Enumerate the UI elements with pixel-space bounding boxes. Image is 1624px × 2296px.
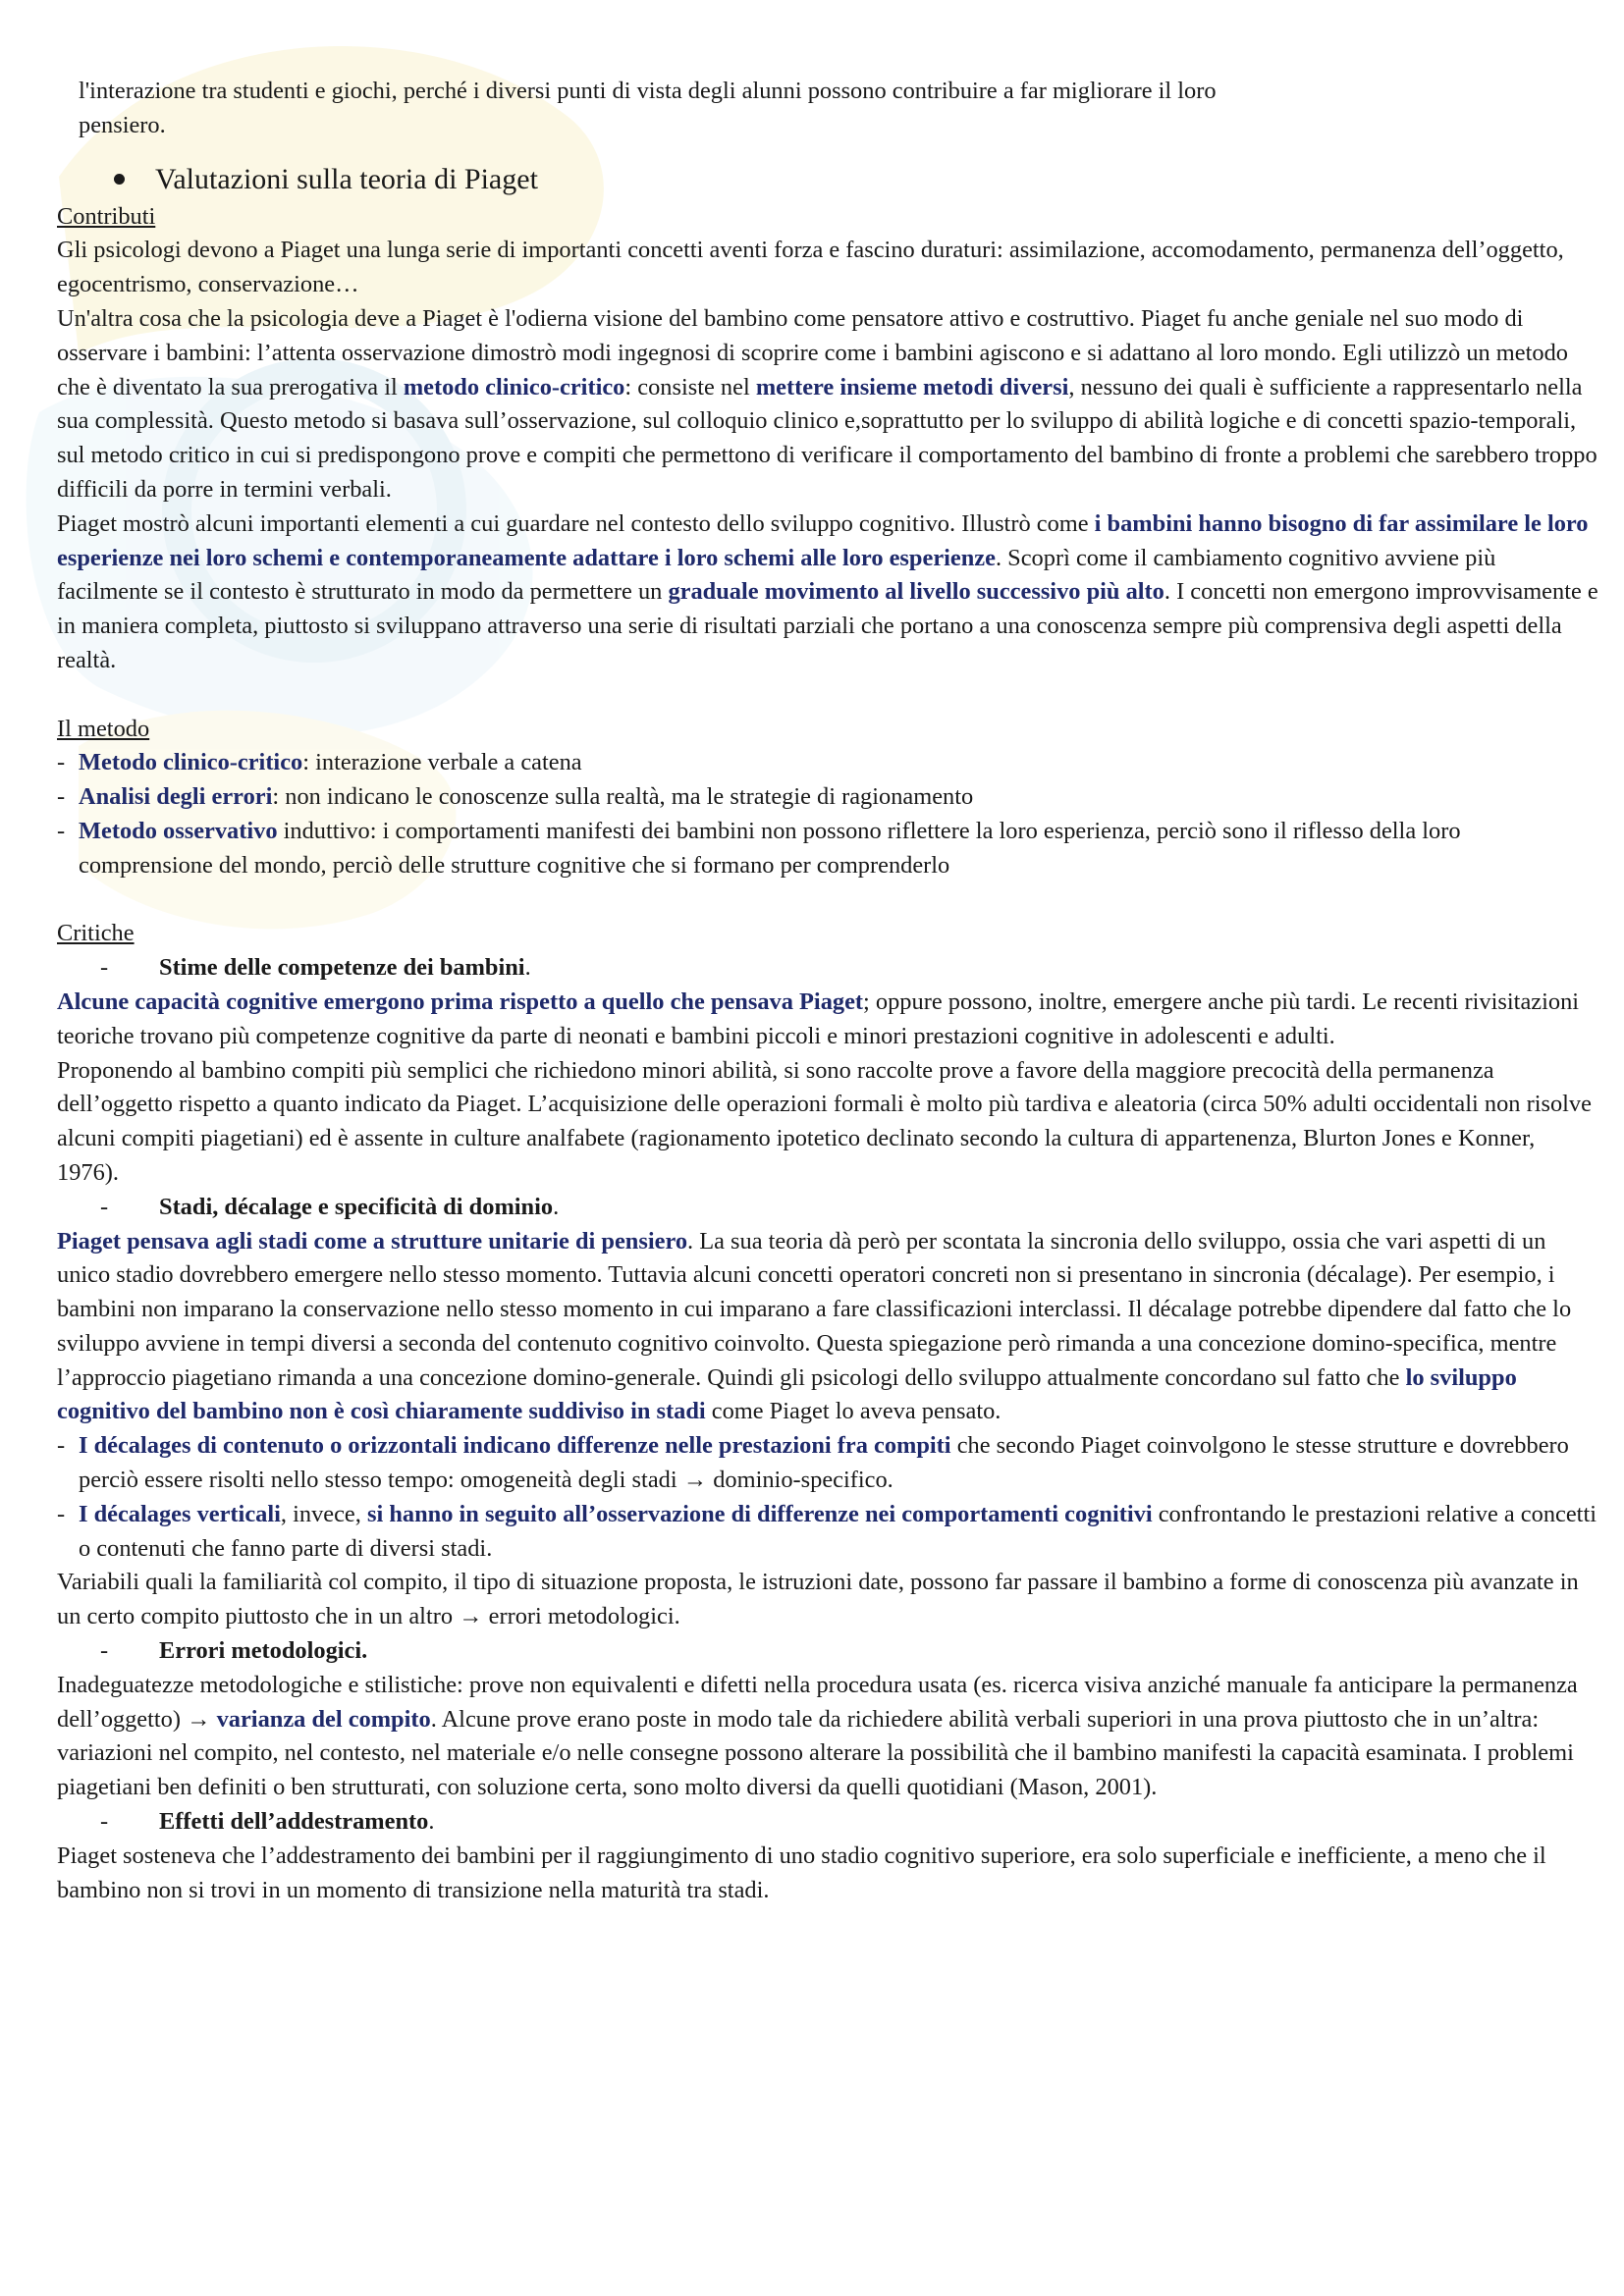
contributi-paragraph-2	[57, 302, 1598, 507]
highlight-text: lo sviluppo cognitivo del bambino non è così chiaramente suddiviso in stadi	[57, 1363, 1517, 1425]
section-title	[57, 159, 1598, 200]
critiche-sub-3-title	[57, 1634, 1598, 1669]
dash-marker: -	[57, 817, 66, 844]
highlight-text: I décalages verticali	[79, 1500, 281, 1527]
critiche-s3-paragraph	[57, 1669, 1598, 1805]
critiche-s1-paragraph-1	[57, 986, 1598, 1054]
section-title-text: Valutazioni sulla teoria di Piaget	[155, 162, 538, 195]
highlight-text: si hanno in seguito all’osservazione di differenze nei comportamenti cognitivi	[366, 1500, 1153, 1527]
text-run: che secondo Piaget coinvolgono le stesse strutture e dovrebbero perciò essere risolti nello stesso tempo: omogeneità degli stadi → dominio-specifico.	[79, 1432, 1569, 1494]
text-run: Piaget mostrò alcuni importanti elementi a cui guardare nel contesto dello sviluppo cognitivo. Illustrò come	[57, 509, 1095, 537]
intro-line-2: pensiero.	[79, 111, 166, 138]
highlight-text: Metodo osservativo	[79, 817, 278, 844]
text-run: . Alcune prove erano poste in modo tale da richiedere abilità verbali superiori in una prova piuttosto che in un’altra: variazioni nel compito, nel contesto, nel materiale e/o nelle consegne possono alterare la possibilità che il bambino manifesti la capacità esaminata. I problemi piagetiani ben definiti o ben strutturati, con soluzione certa, sono molto diversi da quelli quotidiani (Mason, 2001).	[57, 1705, 1574, 1801]
text-run: .	[524, 954, 531, 982]
text-run: , invece,	[280, 1500, 367, 1527]
highlight-text: graduale movimento al livello successivo più alto	[668, 578, 1164, 606]
metodo-heading: Il metodo	[57, 715, 150, 742]
sub-title-text: Errori metodologici.	[159, 1637, 368, 1665]
contributi-paragraph-3	[57, 507, 1598, 678]
metodo-item-2	[57, 780, 1598, 815]
intro-paragraph	[57, 75, 1598, 143]
bullet-icon	[114, 174, 125, 185]
critiche-sub-1-title	[57, 951, 1598, 986]
highlight-text: mettere insieme metodi diversi	[755, 373, 1069, 400]
contributi-paragraph-1: Gli psicologi devono a Piaget una lunga serie di importanti concetti aventi forza e fascino duraturi: assimilazione, accomodamento, permanenza dell’oggetto, egocentrismo, conservazione…	[57, 237, 1564, 298]
dash-marker: -	[100, 954, 109, 982]
dash-marker: -	[57, 783, 66, 811]
dash-marker: -	[100, 1808, 109, 1836]
highlight-text: Alcune capacità cognitive emergono prima rispetto a quello che pensava Piaget	[57, 988, 864, 1015]
text-run: Inadeguatezze metodologiche e stilistiche: prove non equivalenti e difetti nella procedura usata (es. ricerca visiva anziché manuale fa anticipare la permanenza dell’oggetto) →	[57, 1671, 1578, 1733]
highlight-text: Metodo clinico-critico	[79, 749, 303, 776]
critiche-s4-paragraph: Piaget sosteneva che l’addestramento dei bambini per il raggiungimento di uno stadio cognitivo superiore, era solo superficiale e inefficiente, a meno che il bambino non si trovi in un momento di transizione nella maturità tra stadi.	[57, 1842, 1546, 1903]
metodo-item-3	[57, 815, 1598, 883]
highlight-text: varianza del compito	[216, 1705, 431, 1733]
text-run: confrontando le prestazioni relative a concetti o contenuti che fanno parte di diversi stadi.	[79, 1500, 1597, 1562]
critiche-s2-paragraph-2: Variabili quali la familiarità col compito, il tipo di situazione proposta, le istruzioni date, possono far passare il bambino a forme di conoscenza più avanzate in un certo compito piuttosto che in un altro → errori metodologici.	[57, 1569, 1579, 1630]
text-run: .	[553, 1193, 560, 1220]
contributi-heading: Contributi	[57, 202, 156, 230]
critiche-s2-item-2	[57, 1498, 1598, 1567]
critiche-s2-paragraph-1	[57, 1225, 1598, 1430]
text-run: .	[428, 1808, 435, 1836]
text-run: , nessuno dei quali è sufficiente a rappresentarlo nella sua complessità. Questo metodo si basava sull’osservazione, sul colloquio clinico e,soprattutto per lo sviluppo di abilità logiche e di concetti spazio-temporali, sul metodo critico in cui si predispongono prove e compiti che permettono di verificare il comportamento del bambino di fronte a problemi che sarebbero troppo difficili da porre in termini verbali.	[57, 373, 1597, 503]
highlight-text: i bambini hanno bisogno di far assimilare le loro esperienze nei loro schemi e contemporaneamente adattare i loro schemi alle loro esperienze	[57, 509, 1589, 571]
text-run: induttivo: i comportamenti manifesti dei bambini non possono riflettere la loro esperienza, perciò sono il riflesso della loro comprensione del mondo, perciò delle strutture cognitive che si formano per comprenderlo	[79, 817, 1461, 879]
text-run: : interazione verbale a catena	[302, 749, 582, 776]
metodo-item-1	[57, 746, 1598, 780]
highlight-text: Piaget pensava agli stadi come a strutture unitarie di pensiero	[57, 1227, 688, 1255]
sub-title-text: Stime delle competenze dei bambini	[159, 954, 525, 982]
text-run: come Piaget lo aveva pensato.	[705, 1398, 1001, 1425]
text-run: : non indicano le conoscenze sulla realtà, ma le strategie di ragionamento	[272, 783, 974, 811]
sub-title-text: Effetti dell’addestramento	[159, 1808, 429, 1836]
dash-marker: -	[100, 1637, 109, 1665]
critiche-sub-4-title	[57, 1805, 1598, 1840]
highlight-text: metodo clinico-critico	[403, 373, 625, 400]
dash-marker: -	[57, 749, 66, 776]
text-run: . I concetti non emergono improvvisamente e in maniera completa, piuttosto si sviluppano attraverso una serie di risultati parziali che portano a una conoscenza sempre più comprensiva degli aspetti della realtà.	[57, 578, 1598, 673]
critiche-heading: Critiche	[57, 920, 135, 947]
text-run: Un'altra cosa che la psicologia deve a Piaget è l'odierna visione del bambino come pensatore attivo e costruttivo. Piaget fu anche geniale nel suo modo di osservare i bambini: l’attenta osservazione dimostrò modi ingegnosi di scoprire come i bambini agiscono e si adattano al loro mondo. Egli utilizzò un metodo che è diventato la sua prerogativa il	[57, 304, 1568, 400]
dash-marker: -	[57, 1432, 66, 1460]
text-run: . La sua teoria dà però per scontata la sincronia dello sviluppo, ossia che vari aspetti di un unico stadio dovrebbero emergere nello stesso momento. Tuttavia alcuni concetti operatori concreti non si presentano in sincronia (décalage). Per esempio, i bambini non imparano la conservazione nello stesso momento in cui imparano a fare classificazioni interclassi. Il décalage potrebbe dipendere dal fatto che lo sviluppo avviene in tempi diversi a seconda del contenuto cognitivo coinvolto. Questa spiegazione però rimanda a una concezione domino-specifica, mentre l’approccio piagetiano rimanda a una concezione domino-generale. Quindi gli psicologi dello sviluppo attualmente concordano sul fatto che	[57, 1227, 1572, 1391]
critiche-s1-paragraph-2: Proponendo al bambino compiti più semplici che richiedono minori abilità, si sono raccolte prove a favore della maggiore precocità della permanenza dell’oggetto rispetto a quanto indicato da Piaget. L’acquisizione delle operazioni formali è molto più tardiva e aleatoria (circa 50% adulti occidentali non risolve alcuni compiti piagetiani) ed è assente in culture analfabete (ragionamento ipotetico declinato secondo la cultura di appartenenza, Blurton Jones e Konner, 1976).	[57, 1056, 1592, 1186]
text-run: . Scoprì come il cambiamento cognitivo avviene più facilmente se il contesto è strutturato in modo da permettere un	[57, 544, 1496, 606]
highlight-text: I décalages di contenuto o orizzontali indicano differenze nelle prestazioni fra compiti	[79, 1432, 951, 1460]
document-page	[57, 75, 1598, 1907]
intro-line-1: l'interazione tra studenti e giochi, perché i diversi punti di vista degli alunni possono contribuire a far migliorare il loro	[79, 78, 1217, 104]
critiche-s2-item-1	[57, 1429, 1598, 1498]
dash-marker: -	[100, 1193, 109, 1220]
text-run: ; oppure possono, inoltre, emergere anche più tardi. Le recenti rivisitazioni teoriche trovano più competenze cognitive da parte di neonati e bambini piccoli e minori prestazioni cognitive in adolescenti e adulti.	[57, 988, 1580, 1049]
text-run: : consiste nel	[624, 373, 756, 400]
highlight-text: Analisi degli errori	[79, 783, 273, 811]
critiche-sub-2-title	[57, 1191, 1598, 1225]
sub-title-text: Stadi, décalage e specificità di dominio	[159, 1193, 554, 1220]
dash-marker: -	[57, 1500, 66, 1527]
